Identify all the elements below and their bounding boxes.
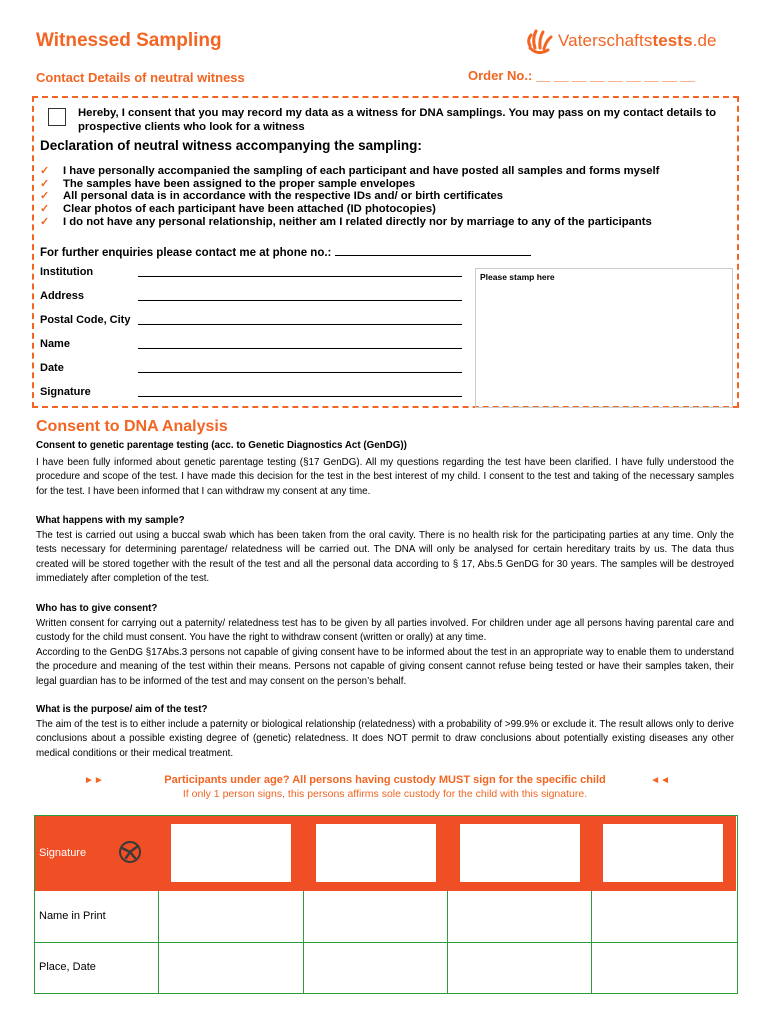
declaration-list [40,165,659,229]
section-body: Written consent for carrying out a paternity/ relatedness test has to be given by all parties involved. For children under age all persons having parental care and custody for the child must consent. You have the right to withdraw consent (written or orally) at any time. [36,617,734,643]
section-heading: What is the purpose/ aim of the test? [36,704,208,715]
declaration-item: ✓ All personal data is in accordance with the respective IDs and/ or birth certificates [40,190,504,203]
institution-input-line[interactable] [138,276,462,277]
minor-notice-title: Participants under age? All persons having custody MUST sign for the specific child [164,774,606,786]
postal-code-input-line[interactable] [138,324,462,325]
postal-code-label: Postal Code, City [40,314,131,326]
consent-section-who [36,602,734,689]
institution-label: Institution [40,266,94,278]
declaration-heading: Declaration of neutral witness accompanying the sampling: [40,138,422,153]
witness-consent-text: Hereby, I consent that you may record my data as a witness for DNA samplings. You may pass on my contact details to prospective clients who look for a witness [78,107,717,133]
address-label: Address [40,290,85,302]
signature-box[interactable] [460,824,580,882]
name-in-print-label: Name in Print [39,910,106,922]
arrow-left-icon: ◄◄ [650,775,670,786]
section-body: According to the GenDG §17Abs.3 persons not capable of giving consent have to be informed about the test in an appropriate way to enable them to understand the procedure and meaning of the test within their means. Persons not capable of giving consent cannot refuse being tested or have their samples taken, their legal guardian has to be informed of the test and may consent on the person’s behalf. [36,646,734,687]
date-label: Date [40,362,64,374]
witness-subtitle: Contact Details of neutral witness [36,70,245,85]
brand-logo [524,26,717,56]
signature-input-line[interactable] [138,396,462,397]
phone-field: For further enquiries please contact me at phone no.: [40,246,531,259]
declaration-item: ✓ I have personally accompanied the sampling of each participant and have posted all samples and forms myself [40,165,660,177]
consent-section-sample [36,514,734,587]
page-title: Witnessed Sampling [36,30,222,51]
consent-section-purpose [36,703,734,761]
name-input-line[interactable] [138,348,462,349]
place-date-label: Place, Date [39,961,96,973]
section-body: The test is carried out using a buccal swab which has been taken from the oral cavity. There is no health risk for the participating parties at any time. Only the tests necessary for determining parentage/ relatedness will be carried out. The DNA will only be analysed for certain hereditary traits by us. The data thus created will be stored together with the result of the test and all the personal data according to § 17, Abs.5 GenDG for 30 years. The samples will be destroyed immediately after completion of the test. [36,529,734,584]
consent-section-genetic-testing [36,439,734,499]
signature-row-label: Signature [39,847,87,859]
signing-hand-icon [118,840,142,864]
witness-section [32,96,739,408]
section-heading: Who has to give consent? [36,603,158,614]
signature-box[interactable] [171,824,291,882]
signature-label: Signature [40,386,91,398]
declaration-item: ✓ The samples have been assigned to the proper sample envelopes [40,177,416,190]
order-number-field[interactable]: Order No.: __ __ __ __ __ __ __ __ __ [468,68,695,83]
signature-box[interactable] [603,824,723,882]
address-input-line[interactable] [138,300,462,301]
declaration-item: ✓ I do not have any personal relationship, neither am I related directly nor by marriage to any of the participants [40,215,652,228]
section-heading: What happens with my sample? [36,515,185,526]
section-body: I have been fully informed about genetic parentage testing (§17 GenDG). All my questions regarding the test have been clarified. I have fully understood the procedure and scope of the test. I have made this decision for the test in the best interest of my child. I consent to the test and taking of the necessary samples for the test. I have been informed that I can withdraw my consent at any time. [36,456,734,497]
consent-title: Consent to DNA Analysis [36,418,228,435]
phone-input-line[interactable] [335,246,531,256]
section-heading: Consent to genetic parentage testing (acc. to Genetic Diagnostics Act (GenDG)) [36,440,407,451]
name-label: Name [40,338,70,350]
arrow-right-icon: ►► [84,775,104,786]
signature-table [34,815,738,994]
signature-row [35,816,736,891]
stamp-area[interactable] [475,268,733,408]
section-body: The aim of the test is to either include a paternity or biological relationship (relatedness) with a probability of >99.9% or exclude it. The result allows only to derive conclusions about a possible existing degree of (genetic) relatedness. It does NOT permit to draw conclusions about potentially existing diseases any other medical conditions or their medical treatment. [36,718,734,759]
checkmark-icon: ✓ [40,177,50,190]
minor-notice [36,774,734,800]
signature-box[interactable] [316,824,436,882]
checkmark-icon: ✓ [40,215,50,228]
date-input-line[interactable] [138,372,462,373]
row-divider [35,942,737,943]
stamp-label: Please stamp here [480,272,555,282]
logo-text: Vaterschaftstests.de [558,31,717,50]
hand-logo-icon [524,26,554,56]
checkmark-icon: ✓ [40,203,50,216]
checkmark-icon: ✓ [40,165,50,177]
minor-notice-subtitle: If only 1 person signs, this persons affirms sole custody for the child with this signature. [182,788,588,800]
checkmark-icon: ✓ [40,190,50,203]
declaration-item: ✓ Clear photos of each participant have been attached (ID photocopies) [40,203,436,216]
witness-consent-checkbox[interactable] [48,108,66,126]
